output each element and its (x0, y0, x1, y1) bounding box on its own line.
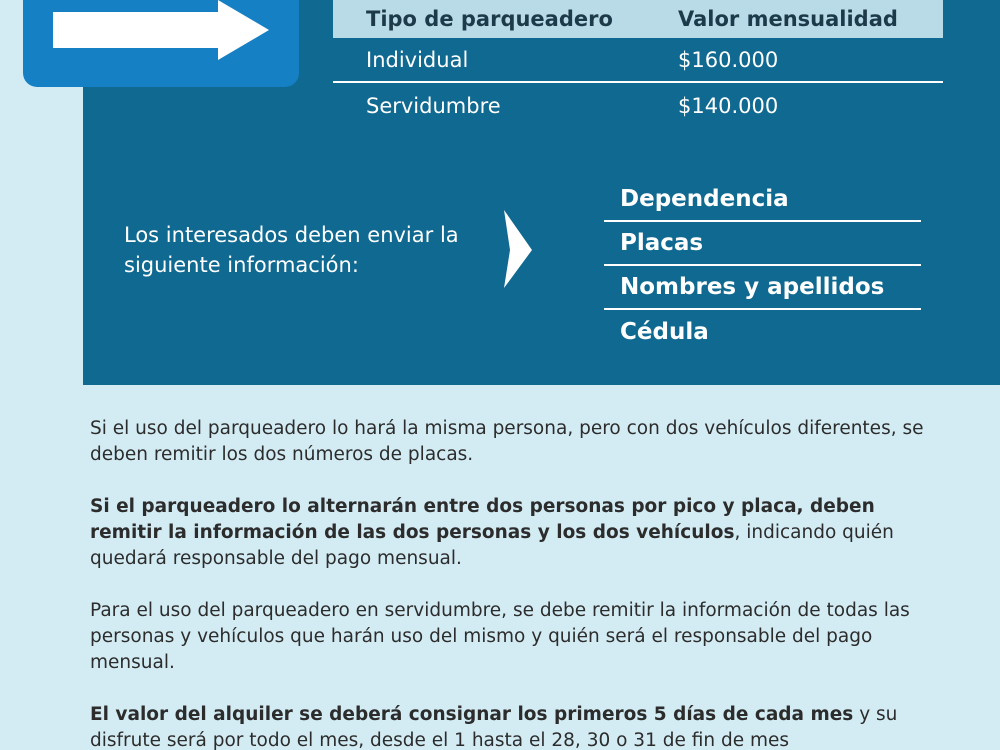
list-item: Dependencia (604, 178, 921, 222)
paragraph-servidumbre: Para el uso del parqueadero en servidumbre, se debe remitir la información de todas las personas y vehículos que harán uso del mismo y quién será el responsable del pago mensual. (90, 600, 910, 673)
header-tipo-parqueadero: Tipo de parqueadero (366, 7, 613, 31)
cell-tipo: Servidumbre (366, 93, 501, 118)
cell-tipo: Individual (366, 47, 469, 72)
rate-table (333, 0, 943, 128)
requirements-intro: Los interesados deben enviar la siguiente información: (124, 223, 459, 277)
rate-table-header (333, 0, 943, 38)
paragraph-bold-text: El valor del alquiler se deberá consignar los primeros 5 días de cada mes (90, 704, 854, 725)
paragraph-text: , indicando quién quedará responsable del pago mensual. (90, 522, 894, 569)
list-item: Nombres y apellidos (604, 266, 921, 310)
requirements-list (604, 178, 921, 354)
paragraph-pico-y-placa (90, 494, 940, 572)
chevron-right-icon (504, 210, 534, 294)
header-valor-mensualidad: Valor mensualidad (678, 7, 898, 31)
one-way-arrow-sign-icon (23, 0, 299, 87)
paragraph-text: y su disfrute será por todo el mes, desde el 1 hasta el 28, 30 o 31 de fin de mes (90, 704, 898, 750)
list-item: Placas (604, 222, 921, 266)
paragraph-two-vehicles: Si el uso del parqueadero lo hará la misma persona, pero con dos vehículos diferentes, se deben remitir los dos números de placas. (90, 418, 924, 465)
body-text (90, 416, 940, 750)
cell-valor: $160.000 (678, 47, 779, 72)
table-row (333, 83, 943, 128)
cell-valor: $140.000 (678, 93, 779, 118)
paragraph-bold-text: Si el parqueadero lo alternarán entre dos personas por pico y placa, deben remitir la información de las dos personas y los dos vehículos (90, 496, 875, 543)
table-row (333, 38, 943, 83)
paragraph-alquiler (90, 702, 940, 750)
list-item: Cédula (620, 319, 709, 345)
